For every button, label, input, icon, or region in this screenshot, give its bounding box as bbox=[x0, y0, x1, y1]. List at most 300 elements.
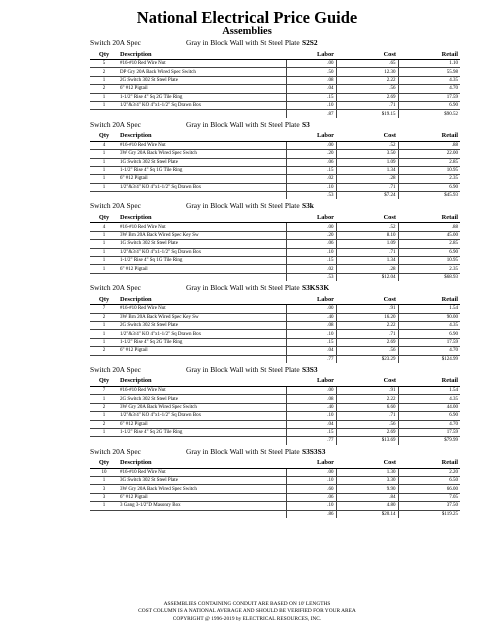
cell-qty: 1 bbox=[90, 93, 118, 101]
document-subtitle: Assemblies bbox=[222, 26, 272, 37]
cell-cost: .91 bbox=[336, 305, 398, 313]
assembly-table bbox=[90, 376, 460, 445]
total-cost: $20.14 bbox=[336, 510, 398, 518]
table-row bbox=[90, 175, 460, 183]
table-row bbox=[90, 223, 460, 231]
col-header-description: Description bbox=[118, 294, 286, 305]
col-header-retail: Retail bbox=[398, 131, 460, 142]
cell-labor: .10 bbox=[286, 412, 336, 420]
col-header-description: Description bbox=[118, 49, 286, 60]
table-row bbox=[90, 183, 460, 191]
cell-qty: 4 bbox=[90, 223, 118, 231]
cell-qty: 1 bbox=[90, 248, 118, 256]
cell-cost: 2.22 bbox=[336, 395, 398, 403]
section-code: S3S3S3 bbox=[302, 446, 326, 456]
total-retail: $45.93 bbox=[398, 192, 460, 200]
cell-qty: 1 bbox=[90, 338, 118, 346]
cell-cost: 4.80 bbox=[336, 502, 398, 510]
cell-retail: 1.54 bbox=[398, 386, 460, 394]
cell-description: 1-1/2" Rise 4" Sq 1G Tile Ring bbox=[118, 257, 286, 265]
cell-retail: 2.85 bbox=[398, 240, 460, 248]
cell-description: 6" #12 Pigtail bbox=[118, 265, 286, 273]
cell-description: 3 Gang 3-1/2"D Masonry Box bbox=[118, 502, 286, 510]
cell-description: DP Gry 20A Back Wired Spec Switch bbox=[118, 68, 286, 76]
cell-retail: 37.50 bbox=[398, 502, 460, 510]
cell-labor: .40 bbox=[286, 403, 336, 411]
table-row bbox=[90, 493, 460, 501]
section-spec: Switch 20A Spec bbox=[90, 446, 141, 456]
total-labor: .87 bbox=[286, 110, 336, 118]
cell-qty: 1 bbox=[90, 502, 118, 510]
cell-labor: .00 bbox=[286, 141, 336, 149]
cell-cost: .56 bbox=[336, 347, 398, 355]
cell-description: 1/2"&3/4" KO 4"x1-1/2" Sq Drawn Box bbox=[118, 101, 286, 109]
total-labor: .77 bbox=[286, 437, 336, 445]
cell-cost: .71 bbox=[336, 412, 398, 420]
col-header-labor: Labor bbox=[286, 212, 336, 223]
cell-cost: 2.69 bbox=[336, 338, 398, 346]
cell-labor: .15 bbox=[286, 93, 336, 101]
table-header-row bbox=[90, 458, 460, 469]
table-row bbox=[90, 386, 460, 394]
cell-description: 3W Brn 20A Back Wired Spec Key Sw bbox=[118, 313, 286, 321]
total-labor: .53 bbox=[286, 273, 336, 281]
cell-description: 1-1/2" Rise 4" Sq 2G Tile Ring bbox=[118, 93, 286, 101]
table-row bbox=[90, 330, 460, 338]
section-header bbox=[90, 363, 460, 376]
cell-labor: .00 bbox=[286, 305, 336, 313]
section-spec: Switch 20A Spec bbox=[90, 38, 141, 47]
cell-cost: 1.09 bbox=[336, 240, 398, 248]
cell-qty: 2 bbox=[90, 68, 118, 76]
table-row bbox=[90, 347, 460, 355]
cell-labor: .02 bbox=[286, 175, 336, 183]
cell-qty: 1 bbox=[90, 428, 118, 436]
footer-line-3: COPYRIGHT @ 1996-2019 by ELECTRICAL RESOURCES, INC. bbox=[172, 615, 322, 622]
section-spec: Switch 20A Spec bbox=[90, 119, 141, 129]
cell-labor: .00 bbox=[286, 60, 336, 68]
cell-qty: 1 bbox=[90, 257, 118, 265]
total-row bbox=[90, 510, 460, 518]
cell-description: 1-1/2" Rise 4" Sq 2G Tile Ring bbox=[118, 338, 286, 346]
col-header-retail: Retail bbox=[398, 212, 460, 223]
cell-empty bbox=[90, 355, 118, 363]
cell-retail: 6.90 bbox=[398, 330, 460, 338]
cell-description: 3W Gry 20A Back Wired Spec Switch bbox=[118, 150, 286, 158]
table-row bbox=[90, 150, 460, 158]
cell-description: #16-#10 Red Wire Nut bbox=[118, 305, 286, 313]
cell-retail: 22.00 bbox=[398, 150, 460, 158]
cell-description: 1-1/2" Rise 4" Sq 2G Tile Ring bbox=[118, 428, 286, 436]
cell-retail: 6.90 bbox=[398, 248, 460, 256]
total-retail: $79.99 bbox=[398, 437, 460, 445]
cell-description: 2G Switch 302 St Steel Plate bbox=[118, 321, 286, 329]
cell-cost: .56 bbox=[336, 420, 398, 428]
assembly-sections bbox=[90, 36, 460, 518]
cell-labor: .60 bbox=[286, 485, 336, 493]
cell-retail: 90.00 bbox=[398, 313, 460, 321]
cell-empty bbox=[90, 192, 118, 200]
cell-retail: 4.70 bbox=[398, 420, 460, 428]
cell-cost: 3.50 bbox=[336, 150, 398, 158]
section-spec: Switch 20A Spec bbox=[90, 201, 141, 211]
cell-retail: 2.35 bbox=[398, 175, 460, 183]
cell-cost: .52 bbox=[336, 141, 398, 149]
table-row bbox=[90, 265, 460, 273]
cell-qty: 10 bbox=[90, 468, 118, 476]
cell-cost: .71 bbox=[336, 248, 398, 256]
total-row bbox=[90, 355, 460, 363]
section-description: Gray in Block Wall with St Steel Plate bbox=[186, 283, 300, 293]
col-header-labor: Labor bbox=[286, 294, 336, 305]
cell-retail: .88 bbox=[398, 141, 460, 149]
cell-qty: 1 bbox=[90, 321, 118, 329]
section-code: S3k bbox=[302, 201, 314, 211]
table-row bbox=[90, 305, 460, 313]
col-header-cost: Cost bbox=[336, 49, 398, 60]
col-header-retail: Retail bbox=[398, 376, 460, 387]
cell-labor: .10 bbox=[286, 330, 336, 338]
table-row bbox=[90, 321, 460, 329]
cell-description: 2G Switch 302 St Steel Plate bbox=[118, 395, 286, 403]
cell-cost: .71 bbox=[336, 330, 398, 338]
cell-retail: 1.10 bbox=[398, 60, 460, 68]
total-retail: $119.25 bbox=[398, 510, 460, 518]
col-header-cost: Cost bbox=[336, 294, 398, 305]
cell-empty bbox=[118, 510, 286, 518]
cell-retail: 1.54 bbox=[398, 305, 460, 313]
section-code: S2S2 bbox=[302, 38, 318, 47]
cell-qty: 2 bbox=[90, 313, 118, 321]
cell-retail: 66.00 bbox=[398, 485, 460, 493]
cell-labor: .20 bbox=[286, 150, 336, 158]
col-header-cost: Cost bbox=[336, 458, 398, 469]
cell-cost: .28 bbox=[336, 265, 398, 273]
table-row bbox=[90, 76, 460, 84]
cell-cost: 3.30 bbox=[336, 477, 398, 485]
assembly-section bbox=[90, 363, 460, 445]
cell-labor: .04 bbox=[286, 420, 336, 428]
total-cost: $23.29 bbox=[336, 355, 398, 363]
cell-cost: 16.20 bbox=[336, 313, 398, 321]
cell-labor: .08 bbox=[286, 395, 336, 403]
col-header-cost: Cost bbox=[336, 212, 398, 223]
table-row bbox=[90, 257, 460, 265]
cell-retail: 6.90 bbox=[398, 101, 460, 109]
table-row bbox=[90, 485, 460, 493]
assembly-table bbox=[90, 131, 460, 200]
cell-labor: .00 bbox=[286, 223, 336, 231]
cell-description: #16-#10 Red Wire Nut bbox=[118, 468, 286, 476]
cell-qty: 2 bbox=[90, 420, 118, 428]
col-header-qty: Qty bbox=[90, 376, 118, 387]
cell-qty: 1 bbox=[90, 395, 118, 403]
cell-retail: 17.59 bbox=[398, 428, 460, 436]
col-header-qty: Qty bbox=[90, 131, 118, 142]
cell-qty: 3 bbox=[90, 493, 118, 501]
col-header-retail: Retail bbox=[398, 458, 460, 469]
cell-description: 1/2"&3/4" KO 4"x1-1/2" Sq Drawn Box bbox=[118, 183, 286, 191]
cell-qty: 3 bbox=[90, 485, 118, 493]
cell-description: #16-#10 Red Wire Nut bbox=[118, 60, 286, 68]
table-header-row bbox=[90, 294, 460, 305]
cell-retail: 6.90 bbox=[398, 412, 460, 420]
cell-description: 3W Gry 20A Back Wired Spec Switch bbox=[118, 485, 286, 493]
cell-labor: .50 bbox=[286, 68, 336, 76]
cell-labor: .40 bbox=[286, 313, 336, 321]
cell-retail: 2.20 bbox=[398, 468, 460, 476]
cell-qty: 2 bbox=[90, 403, 118, 411]
cell-labor: .04 bbox=[286, 347, 336, 355]
table-row bbox=[90, 240, 460, 248]
cell-description: #16-#10 Red Wire Nut bbox=[118, 386, 286, 394]
cell-cost: 1.34 bbox=[336, 257, 398, 265]
cell-qty: 5 bbox=[90, 60, 118, 68]
cell-qty: 1 bbox=[90, 76, 118, 84]
cell-description: 1/2"&3/4" KO 4"x1-1/2" Sq Drawn Box bbox=[118, 330, 286, 338]
cell-labor: .10 bbox=[286, 101, 336, 109]
assembly-table bbox=[90, 49, 460, 118]
footer bbox=[0, 601, 494, 623]
total-row bbox=[90, 192, 460, 200]
section-code: S3 bbox=[302, 119, 310, 129]
col-header-qty: Qty bbox=[90, 458, 118, 469]
col-header-description: Description bbox=[118, 376, 286, 387]
table-header-row bbox=[90, 212, 460, 223]
cell-empty bbox=[118, 273, 286, 281]
cell-retail: 55.98 bbox=[398, 68, 460, 76]
cell-description: 2G Switch 302 St Steel Plate bbox=[118, 76, 286, 84]
cell-labor: .15 bbox=[286, 166, 336, 174]
col-header-description: Description bbox=[118, 458, 286, 469]
col-header-cost: Cost bbox=[336, 131, 398, 142]
cell-cost: 6.60 bbox=[336, 403, 398, 411]
table-row bbox=[90, 85, 460, 93]
cell-retail: 4.35 bbox=[398, 76, 460, 84]
cell-cost: .52 bbox=[336, 223, 398, 231]
cell-cost: .91 bbox=[336, 386, 398, 394]
cell-description: 1/2"&3/4" KO 4"x1-1/2" Sq Drawn Box bbox=[118, 412, 286, 420]
cell-retail: 6.90 bbox=[398, 183, 460, 191]
cell-description: 1G Switch 302 St Steel Plate bbox=[118, 240, 286, 248]
col-header-retail: Retail bbox=[398, 294, 460, 305]
cell-qty: 2 bbox=[90, 85, 118, 93]
total-labor: .77 bbox=[286, 355, 336, 363]
cell-description: 1-1/2" Rise 4" Sq 1G Tile Ring bbox=[118, 166, 286, 174]
col-header-labor: Labor bbox=[286, 49, 336, 60]
section-header bbox=[90, 36, 460, 49]
cell-labor: .00 bbox=[286, 468, 336, 476]
footer-line-2: COST COLUMN IS A NATIONAL AVERAGE AND SHOULD BE VERIFIED FOR YOUR AREA bbox=[138, 608, 356, 615]
cell-retail: 17.59 bbox=[398, 338, 460, 346]
cell-cost: .56 bbox=[336, 85, 398, 93]
cell-retail: 2.85 bbox=[398, 158, 460, 166]
col-header-labor: Labor bbox=[286, 131, 336, 142]
cell-retail: 4.35 bbox=[398, 321, 460, 329]
cell-qty: 1 bbox=[90, 166, 118, 174]
cell-retail: 17.59 bbox=[398, 93, 460, 101]
cell-empty bbox=[118, 437, 286, 445]
assembly-section bbox=[90, 445, 460, 518]
table-row bbox=[90, 428, 460, 436]
table-row bbox=[90, 101, 460, 109]
total-cost: $12.04 bbox=[336, 273, 398, 281]
cell-description: #16-#10 Red Wire Nut bbox=[118, 141, 286, 149]
cell-labor: .15 bbox=[286, 428, 336, 436]
table-row bbox=[90, 313, 460, 321]
section-spec: Switch 20A Spec bbox=[90, 283, 141, 293]
table-row bbox=[90, 395, 460, 403]
table-row bbox=[90, 93, 460, 101]
cell-labor: .10 bbox=[286, 502, 336, 510]
section-description: Gray in Block Wall with St Steel Plate bbox=[186, 364, 300, 374]
col-header-description: Description bbox=[118, 212, 286, 223]
cell-qty: 1 bbox=[90, 101, 118, 109]
cell-qty: 1 bbox=[90, 412, 118, 420]
cell-empty bbox=[90, 510, 118, 518]
total-cost: $7.24 bbox=[336, 192, 398, 200]
cell-labor: .08 bbox=[286, 321, 336, 329]
cell-labor: .04 bbox=[286, 85, 336, 93]
cell-labor: .06 bbox=[286, 240, 336, 248]
cell-retail: 44.00 bbox=[398, 403, 460, 411]
table-row bbox=[90, 60, 460, 68]
cell-labor: .10 bbox=[286, 183, 336, 191]
cell-retail: 2.35 bbox=[398, 265, 460, 273]
cell-description: 1G Switch 302 St Steel Plate bbox=[118, 158, 286, 166]
table-row bbox=[90, 468, 460, 476]
cell-qty: 1 bbox=[90, 183, 118, 191]
cell-qty: 1 bbox=[90, 231, 118, 239]
cell-labor: .10 bbox=[286, 477, 336, 485]
cell-labor: .06 bbox=[286, 158, 336, 166]
total-labor: .86 bbox=[286, 510, 336, 518]
table-row bbox=[90, 403, 460, 411]
cell-cost: 1.34 bbox=[336, 166, 398, 174]
cell-cost: .84 bbox=[336, 493, 398, 501]
table-header-row bbox=[90, 131, 460, 142]
total-retail: $90.52 bbox=[398, 110, 460, 118]
total-row bbox=[90, 273, 460, 281]
col-header-qty: Qty bbox=[90, 49, 118, 60]
section-header bbox=[90, 281, 460, 294]
cell-description: 3W Brn 20A Back Wired Spec Key Sw bbox=[118, 231, 286, 239]
document-title: National Electrical Price Guide bbox=[136, 8, 358, 27]
section-code: S3S3 bbox=[302, 364, 318, 374]
cell-qty: 1 bbox=[90, 175, 118, 183]
total-row bbox=[90, 110, 460, 118]
cell-qty: 1 bbox=[90, 477, 118, 485]
section-description: Gray in Block Wall with St Steel Plate bbox=[186, 38, 300, 47]
col-header-description: Description bbox=[118, 131, 286, 142]
cell-description: 3G Switch 302 St Steel Plate bbox=[118, 477, 286, 485]
section-header bbox=[90, 445, 460, 458]
cell-empty bbox=[118, 110, 286, 118]
cell-retail: 10.95 bbox=[398, 166, 460, 174]
assembly-table bbox=[90, 294, 460, 363]
cell-cost: 8.10 bbox=[336, 231, 398, 239]
cell-description: 6" #12 Pigtail bbox=[118, 420, 286, 428]
total-cost: $19.15 bbox=[336, 110, 398, 118]
cell-cost: 2.22 bbox=[336, 76, 398, 84]
cell-labor: .20 bbox=[286, 231, 336, 239]
section-spec: Switch 20A Spec bbox=[90, 364, 141, 374]
cell-description: 6" #12 Pigtail bbox=[118, 175, 286, 183]
table-row bbox=[90, 338, 460, 346]
table-row bbox=[90, 248, 460, 256]
table-row bbox=[90, 477, 460, 485]
cell-retail: .88 bbox=[398, 223, 460, 231]
cell-empty bbox=[118, 192, 286, 200]
table-row bbox=[90, 420, 460, 428]
cell-labor: .15 bbox=[286, 257, 336, 265]
cell-retail: 4.70 bbox=[398, 85, 460, 93]
table-row bbox=[90, 141, 460, 149]
cell-labor: .08 bbox=[286, 76, 336, 84]
cell-qty: 7 bbox=[90, 305, 118, 313]
cell-labor: .00 bbox=[286, 386, 336, 394]
cell-retail: 45.00 bbox=[398, 231, 460, 239]
assembly-section bbox=[90, 36, 460, 118]
table-row bbox=[90, 412, 460, 420]
cell-retail: 4.35 bbox=[398, 395, 460, 403]
assembly-table bbox=[90, 458, 460, 518]
cell-retail: 7.05 bbox=[398, 493, 460, 501]
cell-cost: 9.90 bbox=[336, 485, 398, 493]
cell-description: 6" #12 Pigtail bbox=[118, 347, 286, 355]
cell-cost: .28 bbox=[336, 175, 398, 183]
table-header-row bbox=[90, 376, 460, 387]
cell-cost: 2.22 bbox=[336, 321, 398, 329]
cell-empty bbox=[90, 110, 118, 118]
cell-cost: 2.69 bbox=[336, 93, 398, 101]
assembly-section bbox=[90, 281, 460, 363]
cell-cost: 2.69 bbox=[336, 428, 398, 436]
col-header-qty: Qty bbox=[90, 212, 118, 223]
cell-qty: 1 bbox=[90, 150, 118, 158]
col-header-qty: Qty bbox=[90, 294, 118, 305]
cell-qty: 7 bbox=[90, 386, 118, 394]
cell-description: #16-#10 Red Wire Nut bbox=[118, 223, 286, 231]
cell-qty: 2 bbox=[90, 347, 118, 355]
col-header-labor: Labor bbox=[286, 376, 336, 387]
cell-empty bbox=[90, 437, 118, 445]
total-retail: $68.93 bbox=[398, 273, 460, 281]
cell-description: 1/2"&3/4" KO 4"x1-1/2" Sq Drawn Box bbox=[118, 248, 286, 256]
cell-qty: 1 bbox=[90, 158, 118, 166]
table-row bbox=[90, 158, 460, 166]
section-description: Gray in Block Wall with St Steel Plate bbox=[186, 201, 300, 211]
cell-cost: 12.30 bbox=[336, 68, 398, 76]
assembly-section bbox=[90, 199, 460, 281]
table-row bbox=[90, 68, 460, 76]
cell-qty: 1 bbox=[90, 265, 118, 273]
cell-description: 6" #12 Pigtail bbox=[118, 85, 286, 93]
col-header-retail: Retail bbox=[398, 49, 460, 60]
col-header-cost: Cost bbox=[336, 376, 398, 387]
cell-empty bbox=[118, 355, 286, 363]
cell-cost: .71 bbox=[336, 183, 398, 191]
cell-retail: 6.50 bbox=[398, 477, 460, 485]
footer-line-1: ASSEMBLIES CONTAINING CONDUIT ARE BASED ON 10' LENGTHS bbox=[163, 601, 331, 607]
col-header-labor: Labor bbox=[286, 458, 336, 469]
table-row bbox=[90, 231, 460, 239]
cell-description: 3W Gry 20A Back Wired Spec Switch bbox=[118, 403, 286, 411]
table-row bbox=[90, 166, 460, 174]
cell-cost: .65 bbox=[336, 60, 398, 68]
table-header-row bbox=[90, 49, 460, 60]
assembly-section bbox=[90, 118, 460, 200]
